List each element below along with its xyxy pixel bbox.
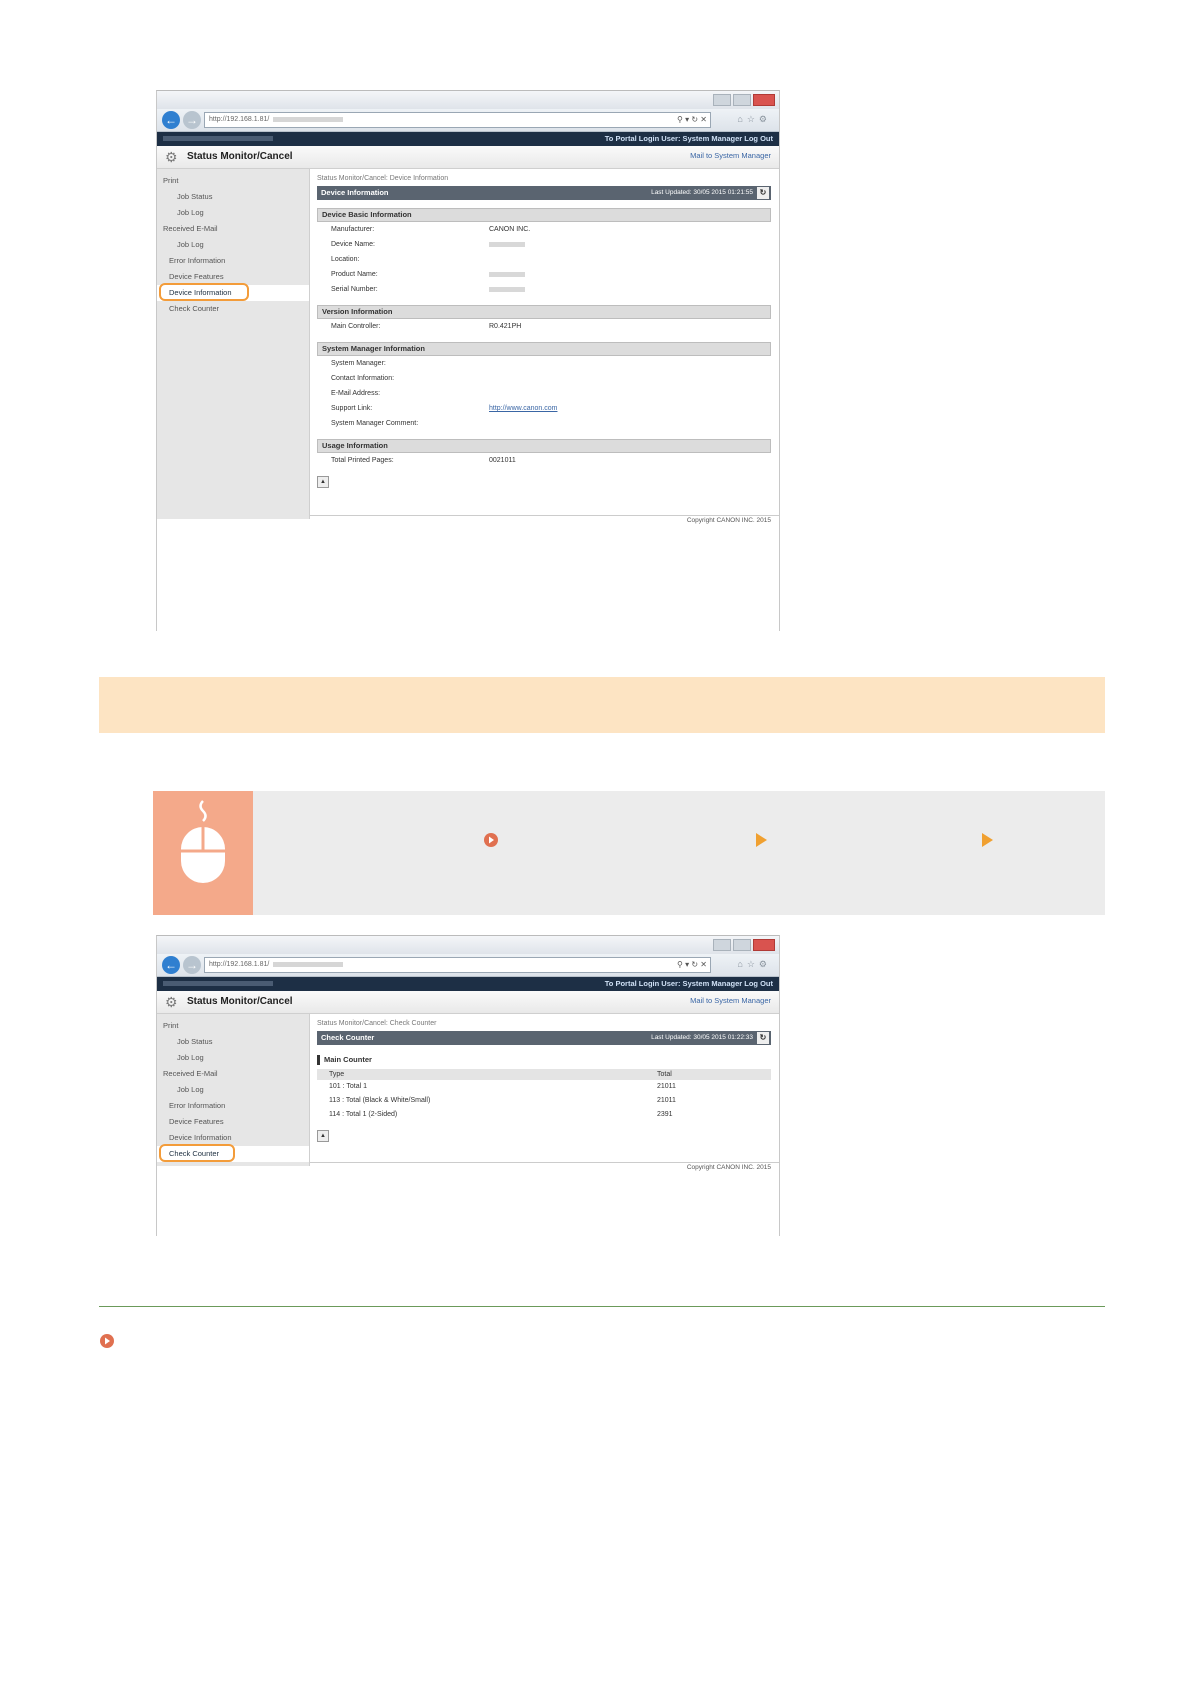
info-groups [317, 208, 771, 468]
address-url: http://192.168.1.81/ [209, 961, 270, 968]
sidebar-item[interactable] [157, 221, 309, 237]
sidebar-item-label: Check Counter [169, 1149, 220, 1158]
sidebar-item[interactable] [157, 1034, 309, 1050]
step-arrow-icon [979, 832, 995, 848]
counter-total: 21011 [657, 1097, 676, 1104]
copyright: Copyright CANON INC. 2015 [686, 517, 771, 524]
info-value: 0021011 [489, 457, 516, 464]
browser-tools-icon[interactable]: ⌂☆⚙ [737, 114, 771, 124]
operation-box [153, 791, 1105, 915]
section-header [317, 186, 771, 200]
group-header: System Manager Information [317, 342, 771, 356]
step-arrow-icon [753, 832, 769, 848]
last-updated: Last Updated: 30/05 2015 01:22:33 [651, 1034, 753, 1041]
sidebar [157, 169, 310, 519]
section-title: Device Information [321, 188, 389, 197]
maximize-icon[interactable] [733, 94, 751, 106]
address-bar[interactable] [204, 112, 711, 128]
page-titlebar [157, 146, 779, 169]
info-label: Main Controller: [331, 323, 381, 330]
sidebar-item[interactable] [157, 301, 309, 317]
minimize-icon[interactable] [713, 939, 731, 951]
selection-highlight [159, 1144, 235, 1162]
address-url: http://192.168.1.81/ [209, 116, 270, 123]
back-to-top-icon[interactable]: ▲ [317, 476, 329, 488]
page-body [157, 1014, 779, 1162]
page-title: Status Monitor/Cancel [187, 151, 293, 162]
sidebar-item-label: Received E-Mail [163, 1069, 218, 1078]
sidebar-item[interactable] [157, 1098, 309, 1114]
info-label: Product Name: [331, 271, 378, 278]
back-icon[interactable]: ← [162, 111, 180, 129]
counter-total: 21011 [657, 1083, 676, 1090]
info-row [317, 416, 771, 431]
divider-line [99, 1306, 1105, 1307]
info-label: Device Name: [331, 241, 375, 248]
group-header: Usage Information [317, 439, 771, 453]
sidebar-item[interactable] [157, 1146, 309, 1162]
link-arrow-icon [483, 832, 499, 848]
counter-type: 101 : Total 1 [329, 1083, 368, 1090]
main-content [317, 1014, 771, 1142]
browser-titlebar [157, 936, 779, 954]
search-icon[interactable]: ⚲ ▾ ↻ ✕ [677, 960, 707, 969]
sidebar-item-label: Error Information [169, 1101, 226, 1110]
counter-type: 113 : Total (Black & White/Small) [329, 1097, 431, 1104]
selection-highlight [159, 283, 249, 301]
info-value: CANON INC. [489, 226, 531, 233]
info-label: System Manager: [331, 360, 386, 367]
counter-total: 2391 [657, 1111, 673, 1118]
info-row [317, 453, 771, 468]
screenshot-device-information [156, 90, 780, 631]
page-body [157, 169, 779, 515]
info-label: Total Printed Pages: [331, 457, 394, 464]
sidebar-item-label: Job Log [177, 1085, 204, 1094]
info-row [317, 237, 771, 252]
main-content [317, 169, 771, 488]
search-icon[interactable]: ⚲ ▾ ↻ ✕ [677, 115, 707, 124]
info-value [489, 287, 525, 292]
info-label: Location: [331, 256, 360, 263]
forward-icon[interactable]: → [183, 956, 201, 974]
sidebar-item[interactable] [157, 205, 309, 221]
counter-table [317, 1069, 771, 1122]
screenshot-check-counter [156, 935, 780, 1236]
sidebar-item[interactable] [157, 1114, 309, 1130]
info-label: Contact Information: [331, 375, 395, 382]
breadcrumb: Status Monitor/Cancel: Check Counter [317, 1020, 437, 1027]
info-row [317, 252, 771, 267]
info-row [317, 371, 771, 386]
minimize-icon[interactable] [713, 94, 731, 106]
section-title: Check Counter [321, 1033, 375, 1042]
info-row [317, 282, 771, 297]
ui-header [157, 977, 779, 991]
sidebar-item-label: Check Counter [169, 304, 220, 313]
mouse-icon [153, 791, 253, 915]
sidebar-item-label: Print [163, 176, 179, 185]
sidebar [157, 1014, 310, 1166]
info-value [489, 242, 525, 247]
sidebar-item[interactable] [157, 1050, 309, 1066]
browser-tools-icon[interactable]: ⌂☆⚙ [737, 959, 771, 969]
breadcrumb: Status Monitor/Cancel: Device Information [317, 175, 449, 182]
forward-icon[interactable]: → [183, 111, 201, 129]
mail-to-manager-link[interactable]: Mail to System Manager [690, 151, 771, 160]
info-label: E-Mail Address: [331, 390, 381, 397]
close-icon[interactable] [753, 94, 775, 106]
sidebar-item-label: Job Log [177, 1053, 204, 1062]
refresh-icon[interactable]: ↻ [757, 1032, 769, 1044]
info-row [317, 401, 771, 416]
info-label: System Manager Comment: [331, 420, 419, 427]
sidebar-item-label: Print [163, 1021, 179, 1030]
header-links[interactable]: To Portal Login User: System Manager Log Out [604, 134, 773, 143]
sidebar-item-label: Device Features [169, 272, 224, 281]
sidebar-item-label: Received E-Mail [163, 224, 218, 233]
copyright: Copyright CANON INC. 2015 [686, 1164, 771, 1171]
page-titlebar [157, 991, 779, 1014]
sidebar-item[interactable] [157, 1066, 309, 1082]
section-heading-bar [99, 677, 1105, 733]
info-label: Serial Number: [331, 286, 378, 293]
counter-rows [317, 1080, 771, 1122]
sidebar-item[interactable] [157, 1082, 309, 1098]
last-updated: Last Updated: 30/05 2015 01:21:55 [651, 189, 753, 196]
back-to-top-icon[interactable]: ▲ [317, 1130, 329, 1142]
info-value [489, 272, 525, 277]
info-row [317, 356, 771, 371]
browser-address-row [157, 954, 779, 977]
refresh-icon[interactable]: ↻ [757, 187, 769, 199]
sidebar-item[interactable] [157, 253, 309, 269]
browser-address-row [157, 109, 779, 132]
address-bar[interactable] [204, 957, 711, 973]
gear-icon: ⚙ [165, 149, 178, 165]
sidebar-item-label: Job Log [177, 208, 204, 217]
browser-titlebar [157, 91, 779, 109]
group-header: Version Information [317, 305, 771, 319]
info-row [317, 319, 771, 334]
table-header [317, 1069, 771, 1080]
link-arrow-icon[interactable] [99, 1333, 115, 1349]
support-link[interactable]: http://www.canon.com [489, 405, 558, 412]
info-label: Support Link: [331, 405, 373, 412]
table-row [317, 1094, 771, 1108]
sidebar-item[interactable] [157, 285, 309, 301]
back-icon[interactable]: ← [162, 956, 180, 974]
column-type: Type [329, 1071, 345, 1078]
gear-icon: ⚙ [165, 994, 178, 1010]
group-header: Device Basic Information [317, 208, 771, 222]
info-row [317, 222, 771, 237]
header-links[interactable]: To Portal Login User: System Manager Log Out [604, 979, 773, 988]
sidebar-item-label: Error Information [169, 256, 226, 265]
info-row [317, 267, 771, 282]
column-total: Total [657, 1071, 672, 1078]
maximize-icon[interactable] [733, 939, 751, 951]
sidebar-item-label: Device Information [169, 1133, 232, 1142]
info-row [317, 386, 771, 401]
ui-header [157, 132, 779, 146]
info-value: R0.421PH [489, 323, 522, 330]
sidebar-item-label: Job Status [177, 192, 213, 201]
sidebar-item[interactable] [157, 173, 309, 189]
device-name-blurred [163, 136, 273, 141]
section-header [317, 1031, 771, 1045]
close-icon[interactable] [753, 939, 775, 951]
page-title: Status Monitor/Cancel [187, 996, 293, 1007]
counter-heading: Main Counter [317, 1055, 771, 1065]
table-row [317, 1080, 771, 1094]
sidebar-item-label: Device Information [169, 288, 232, 297]
mail-to-manager-link[interactable]: Mail to System Manager [690, 996, 771, 1005]
device-name-blurred [163, 981, 273, 986]
counter-type: 114 : Total 1 (2-Sided) [329, 1111, 398, 1118]
sidebar-item-label: Device Features [169, 1117, 224, 1126]
sidebar-item[interactable] [157, 1018, 309, 1034]
sidebar-item[interactable] [157, 237, 309, 253]
sidebar-item-label: Job Log [177, 240, 204, 249]
info-label: Manufacturer: [331, 226, 375, 233]
sidebar-item-label: Job Status [177, 1037, 213, 1046]
sidebar-item[interactable] [157, 189, 309, 205]
table-row [317, 1108, 771, 1122]
